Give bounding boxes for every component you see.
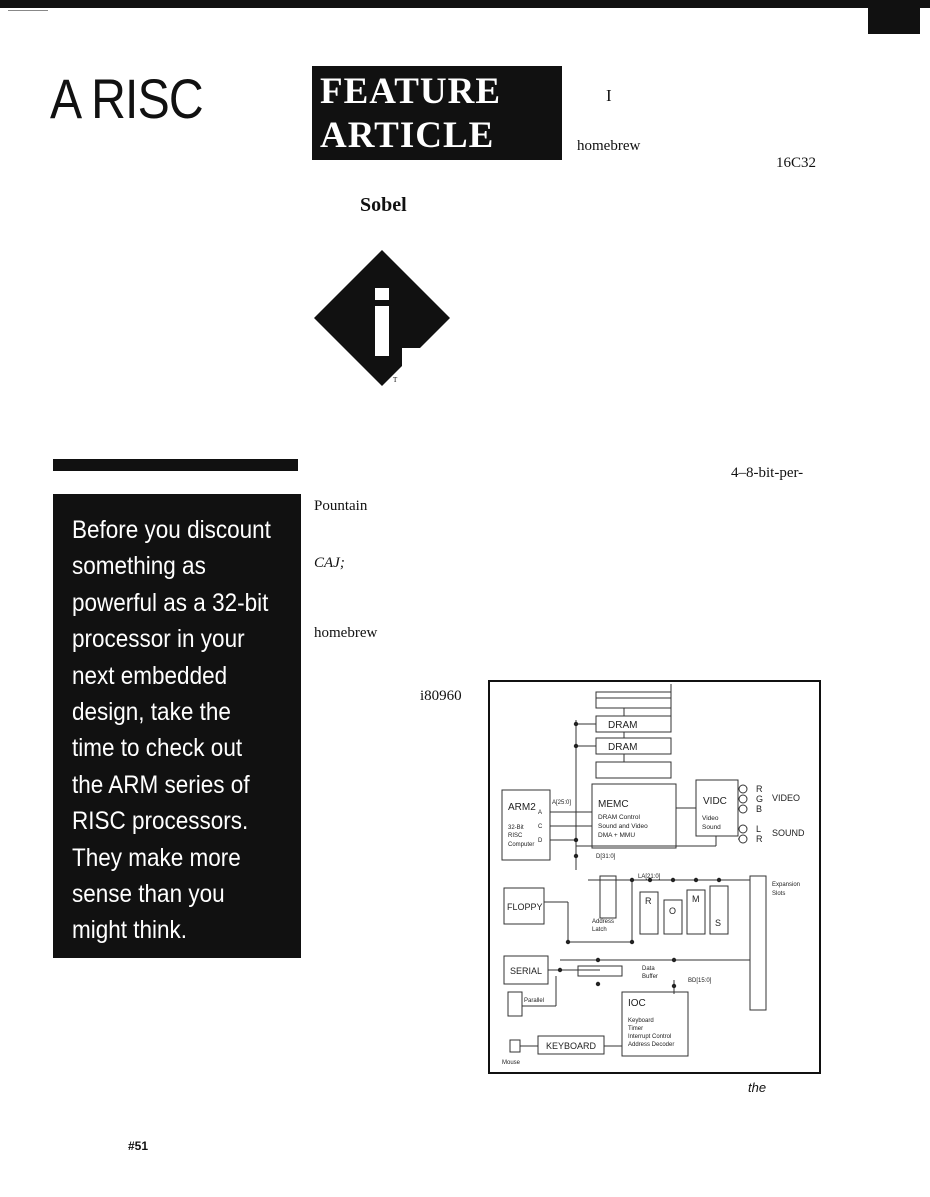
video-out-r: R [756,784,763,794]
sound-out-r: R [756,834,763,844]
ioc-line-4: Address Decoder [628,1042,675,1048]
address-latch-box [600,876,616,918]
info-icon [312,248,454,388]
expansion-label-2: Slots [772,891,786,897]
text-fragment-pountain: Pountain [314,498,368,514]
address-latch-label-2: Latch [592,927,607,933]
rom-letter-r: R [645,896,652,906]
vidc-label: VIDC [703,796,727,807]
dram-bank-lower [596,762,671,778]
arm2-sub-2: RISC [508,833,523,839]
author-name: Sobel [360,194,407,216]
mouse-label: Mouse [502,1060,521,1066]
vidc-line-2: Sound [702,824,721,831]
data-bus-label: D[31:0] [596,854,616,860]
video-label: VIDEO [772,793,801,803]
text-fragment-bits: 4–8-bit-per- [731,465,804,481]
text-fragment-i80960: i80960 [420,688,462,704]
rom-letter-o: O [669,906,677,916]
ioc-line-1: Keyboard [628,1018,654,1024]
top-rule [0,0,930,8]
dram-label-2: DRAM [608,742,638,753]
sound-out-l: L [756,824,762,834]
memc-line-3: DMA + MMU [598,832,636,839]
text-fragment-16c32: 16C32 [776,155,817,171]
mouse-icon [510,1040,520,1052]
arm2-label: ARM2 [508,802,536,813]
data-buffer-label-1: Data [642,966,655,972]
rom-letter-s: S [715,918,722,928]
arm-block-diagram [488,680,821,1074]
address-latch-label-1: Address [592,919,615,925]
ioc-label: IOC [628,998,646,1009]
parallel-label: Parallel [524,998,545,1004]
dram-bank-outline [596,692,671,708]
feature-label-line2: ARTICLE [320,115,495,156]
expansion-label-1: Expansion [772,882,801,888]
memc-line-1: DRAM Control [598,814,640,821]
memc-line-2: Sound and Video [598,823,648,830]
parallel-port [508,992,522,1016]
la-bus-label: LA[21:0] [638,874,661,880]
pull-quote-text: Before you discount something as powerful as a 32-bit processor in your next embedded design, take the time to check out the ARM series of RISC processors. They make more sense than you might think. [72,516,271,945]
rom-letter-m: M [692,894,700,904]
corner-tab [868,0,920,34]
expansion-slots-box [750,876,766,1010]
arm2-pin-d: D [538,838,543,844]
ioc-line-3: Interrupt Control [628,1034,672,1040]
dram-label-1: DRAM [608,720,638,731]
vidc-line-1: Video [702,815,719,822]
video-out-b: B [756,804,763,814]
bd-bus-label: BD[15:0] [688,978,712,984]
address-bus-label: A[25:0] [552,800,572,806]
text-fragment-caj: CAJ; [314,555,345,571]
data-buffer-box [578,966,622,976]
sound-label: SOUND [772,828,805,838]
feature-label-line1: FEATURE [320,71,502,112]
feature-article-label [312,66,562,160]
video-out-g: G [756,794,764,804]
sidebar-rule [53,459,298,471]
corner-fleck [8,10,48,11]
memc-label: MEMC [598,799,629,810]
ioc-line-2: Timer [628,1026,644,1032]
text-fragment-small-t: T [393,376,398,384]
article-title: A RISC [50,67,203,130]
serial-label: SERIAL [510,966,543,976]
floppy-label: FLOPPY [507,902,543,912]
issue-number: #51 [128,1139,149,1153]
figure-caption-fragment: the [748,1080,767,1095]
arm2-sub-1: 32-Bit [508,825,524,831]
arm2-pin-c: C [538,824,543,830]
keyboard-label: KEYBOARD [546,1041,597,1051]
arm2-pin-a: A [538,810,543,816]
text-fragment-homebrew-2: homebrew [314,625,378,641]
arm2-sub-3: Computer [508,842,535,848]
drop-cap-fragment: I [606,86,612,105]
text-fragment-homebrew: homebrew [577,138,641,154]
data-buffer-label-2: Buffer [642,974,658,980]
